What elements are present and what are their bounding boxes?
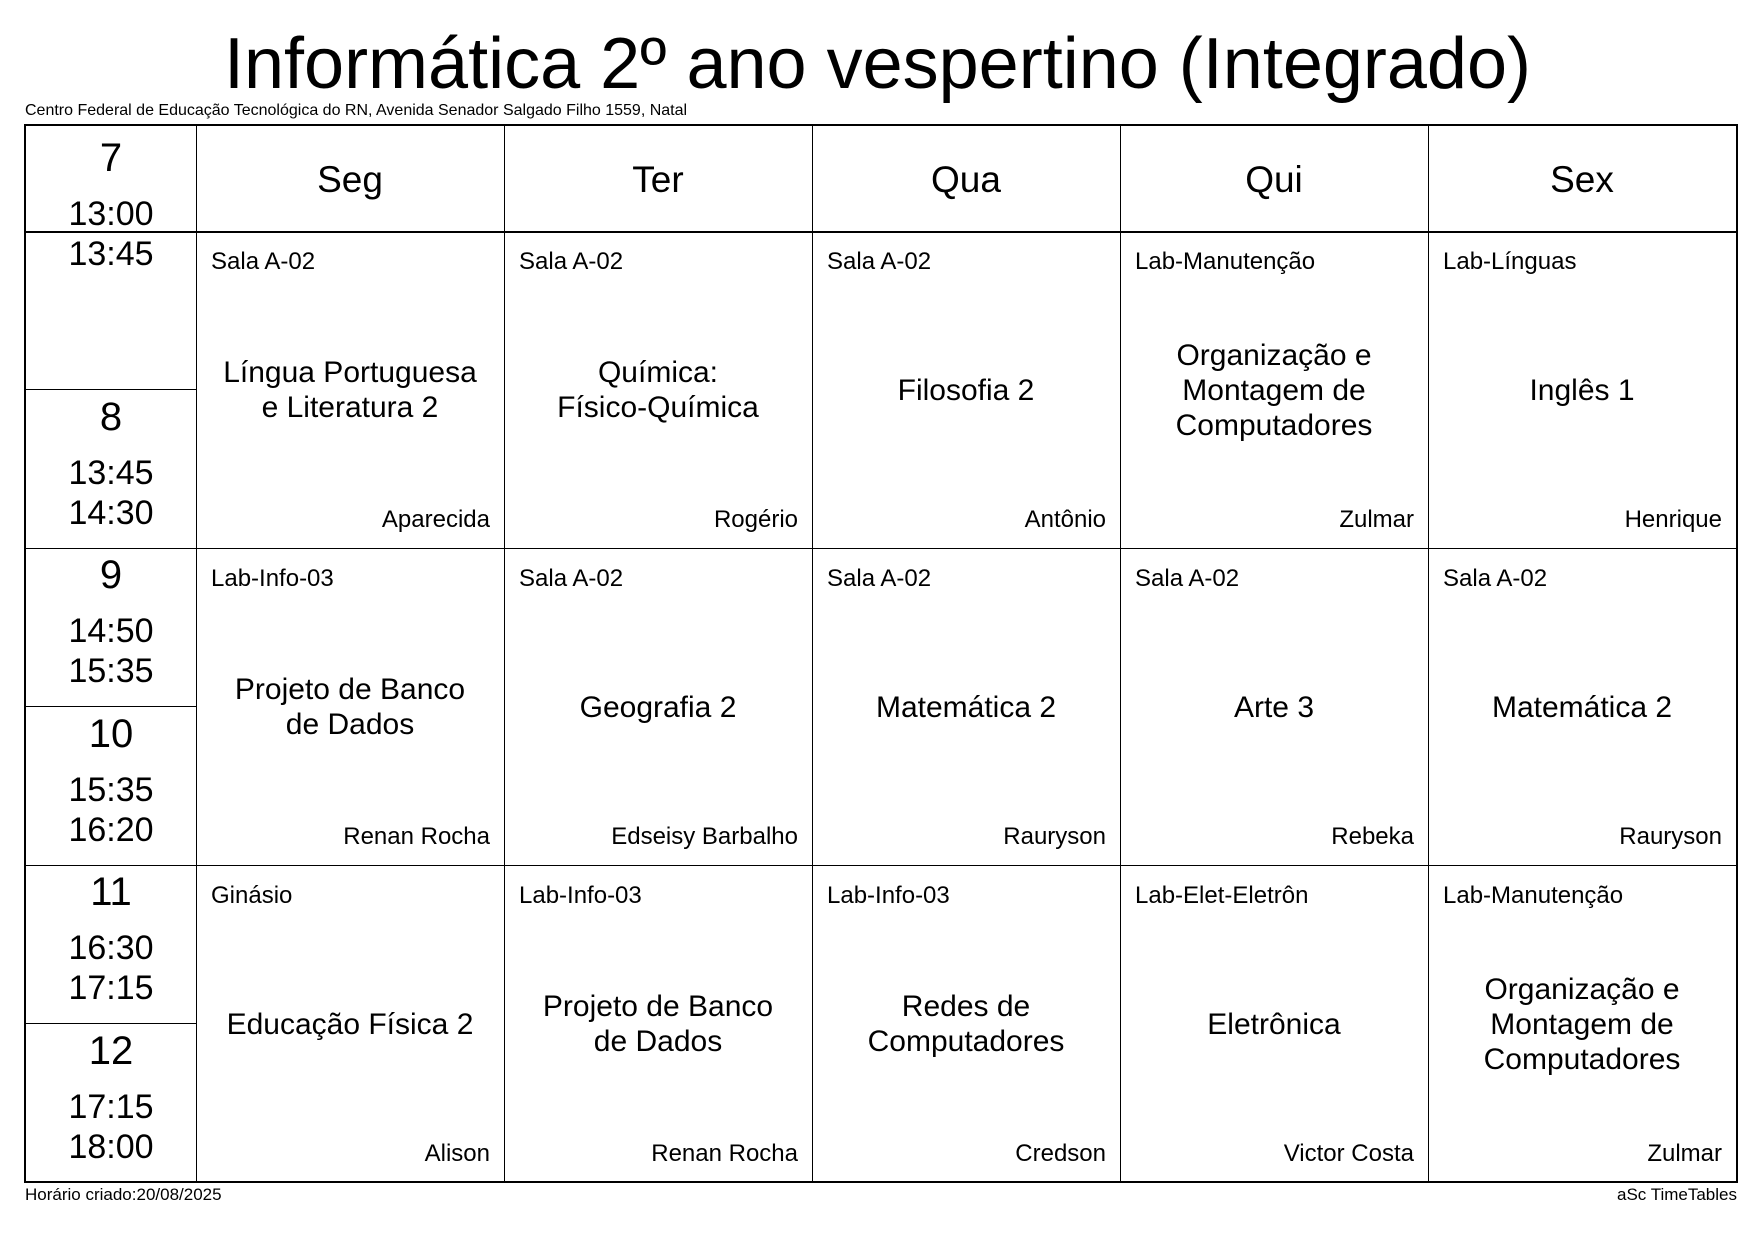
lesson-subject: Geografia 2	[579, 690, 737, 724]
lesson-room: Lab-Info-03	[827, 882, 950, 909]
lesson-room: Sala A-02	[1443, 565, 1548, 592]
lesson-cell	[812, 549, 1120, 865]
lesson-room: Lab-Manutenção	[1135, 248, 1316, 275]
lesson-teacher: Edseisy Barbalho	[611, 823, 798, 850]
lesson-teacher: Aparecida	[381, 506, 490, 533]
lesson-room: Sala A-02	[1135, 565, 1240, 592]
lesson-subject: Inglês 1	[1529, 373, 1635, 407]
day-header-seg: Seg	[317, 159, 383, 200]
period-start-time: 17:15	[68, 1088, 154, 1126]
period-start-time: 13:45	[68, 454, 154, 492]
lesson-subject: Organização e Montagem de Computadores	[1175, 338, 1373, 442]
period-number: 8	[99, 395, 123, 439]
lesson-room: Sala A-02	[211, 248, 316, 275]
lesson-room: Lab-Línguas	[1443, 248, 1577, 275]
period-end-time: 13:45	[68, 235, 154, 273]
period-start-time: 15:35	[68, 771, 154, 809]
lesson-room: Sala A-02	[519, 248, 624, 275]
period-start-time: 16:30	[68, 929, 154, 967]
period-end-time: 18:00	[68, 1128, 154, 1166]
lesson-cell	[196, 866, 504, 1182]
period-start-time: 14:50	[68, 612, 154, 650]
created-date: Horário criado:20/08/2025	[25, 1185, 222, 1204]
lesson-room: Sala A-02	[827, 565, 932, 592]
period-end-time: 17:15	[68, 969, 154, 1007]
school-address: Centro Federal de Educação Tecnológica do RN, Avenida Senador Salgado Filho 1559, Natal	[25, 102, 688, 119]
lesson-subject: Projeto de Banco de Dados	[234, 673, 466, 741]
lesson-subject: Redes de Computadores	[867, 990, 1065, 1058]
period-number: 7	[99, 136, 123, 180]
lesson-cell	[812, 866, 1120, 1182]
day-header-qua: Qua	[931, 159, 1001, 200]
lesson-teacher: Credson	[1015, 1140, 1106, 1167]
lesson-teacher: Renan Rocha	[651, 1140, 798, 1167]
lesson-room: Lab-Manutenção	[1443, 882, 1624, 909]
lesson-cell	[1428, 549, 1736, 865]
period-divider	[26, 706, 196, 707]
lesson-cell	[812, 232, 1120, 548]
period-end-time: 15:35	[68, 652, 154, 690]
lesson-subject: Educação Física 2	[226, 1007, 474, 1041]
lesson-teacher: Zulmar	[1339, 506, 1414, 533]
lesson-cell	[504, 549, 812, 865]
lesson-subject: Arte 3	[1233, 690, 1315, 724]
lesson-teacher: Zulmar	[1647, 1140, 1722, 1167]
lesson-room: Ginásio	[211, 882, 293, 909]
lesson-cell	[504, 232, 812, 548]
lesson-teacher: Rauryson	[1003, 823, 1106, 850]
lesson-cell	[196, 549, 504, 865]
lesson-subject: Matemática 2	[875, 690, 1057, 724]
lesson-cell	[1428, 232, 1736, 548]
lesson-subject: Eletrônica	[1207, 1007, 1341, 1041]
lesson-room: Lab-Elet-Eletrôn	[1135, 882, 1309, 909]
lesson-cell	[1120, 232, 1428, 548]
period-divider	[26, 389, 196, 390]
lesson-subject: Química: Físico-Química	[557, 356, 759, 424]
period-9	[26, 555, 196, 691]
period-end-time: 16:20	[68, 811, 154, 849]
lesson-teacher: Renan Rocha	[343, 823, 490, 850]
lesson-cell	[1120, 549, 1428, 865]
period-number: 11	[90, 870, 132, 914]
period-number: 10	[88, 712, 134, 756]
lesson-teacher: Victor Costa	[1283, 1140, 1414, 1167]
lesson-teacher: Rauryson	[1619, 823, 1722, 850]
lesson-cell	[1428, 866, 1736, 1182]
day-header-ter: Ter	[632, 159, 684, 200]
timetable-grid	[24, 124, 1738, 1183]
lesson-cell	[1120, 866, 1428, 1182]
lesson-subject: Projeto de Banco de Dados	[542, 990, 774, 1058]
lesson-cell	[196, 232, 504, 548]
lesson-teacher: Henrique	[1624, 506, 1722, 533]
page-title: Informática 2º ano vespertino (Integrado)	[223, 24, 1531, 104]
period-10	[26, 714, 196, 850]
lesson-room: Lab-Info-03	[519, 882, 642, 909]
period-start-time: 13:00	[68, 195, 154, 233]
period-8	[26, 397, 196, 533]
period-12	[26, 1031, 196, 1167]
period-7	[26, 138, 196, 274]
period-end-time: 14:30	[68, 494, 154, 532]
lesson-room: Sala A-02	[827, 248, 932, 275]
lesson-teacher: Rogério	[713, 506, 798, 533]
period-11	[26, 872, 196, 1008]
period-divider	[26, 1023, 196, 1024]
lesson-room: Lab-Info-03	[211, 565, 334, 592]
lesson-subject: Matemática 2	[1491, 690, 1673, 724]
period-number: 9	[99, 553, 123, 597]
lesson-teacher: Rebeka	[1331, 823, 1414, 850]
lesson-subject: Língua Portuguesa e Literatura 2	[223, 356, 477, 424]
day-header-qui: Qui	[1245, 159, 1303, 200]
period-number: 12	[88, 1029, 134, 1073]
lesson-teacher: Alison	[424, 1140, 490, 1167]
software-brand: aSc TimeTables	[1617, 1185, 1737, 1204]
lesson-subject: Organização e Montagem de Computadores	[1483, 972, 1681, 1076]
day-header-sex: Sex	[1550, 159, 1614, 200]
lesson-cell	[504, 866, 812, 1182]
lesson-room: Sala A-02	[519, 565, 624, 592]
lesson-teacher: Antônio	[1024, 506, 1106, 533]
lesson-subject: Filosofia 2	[897, 373, 1035, 407]
